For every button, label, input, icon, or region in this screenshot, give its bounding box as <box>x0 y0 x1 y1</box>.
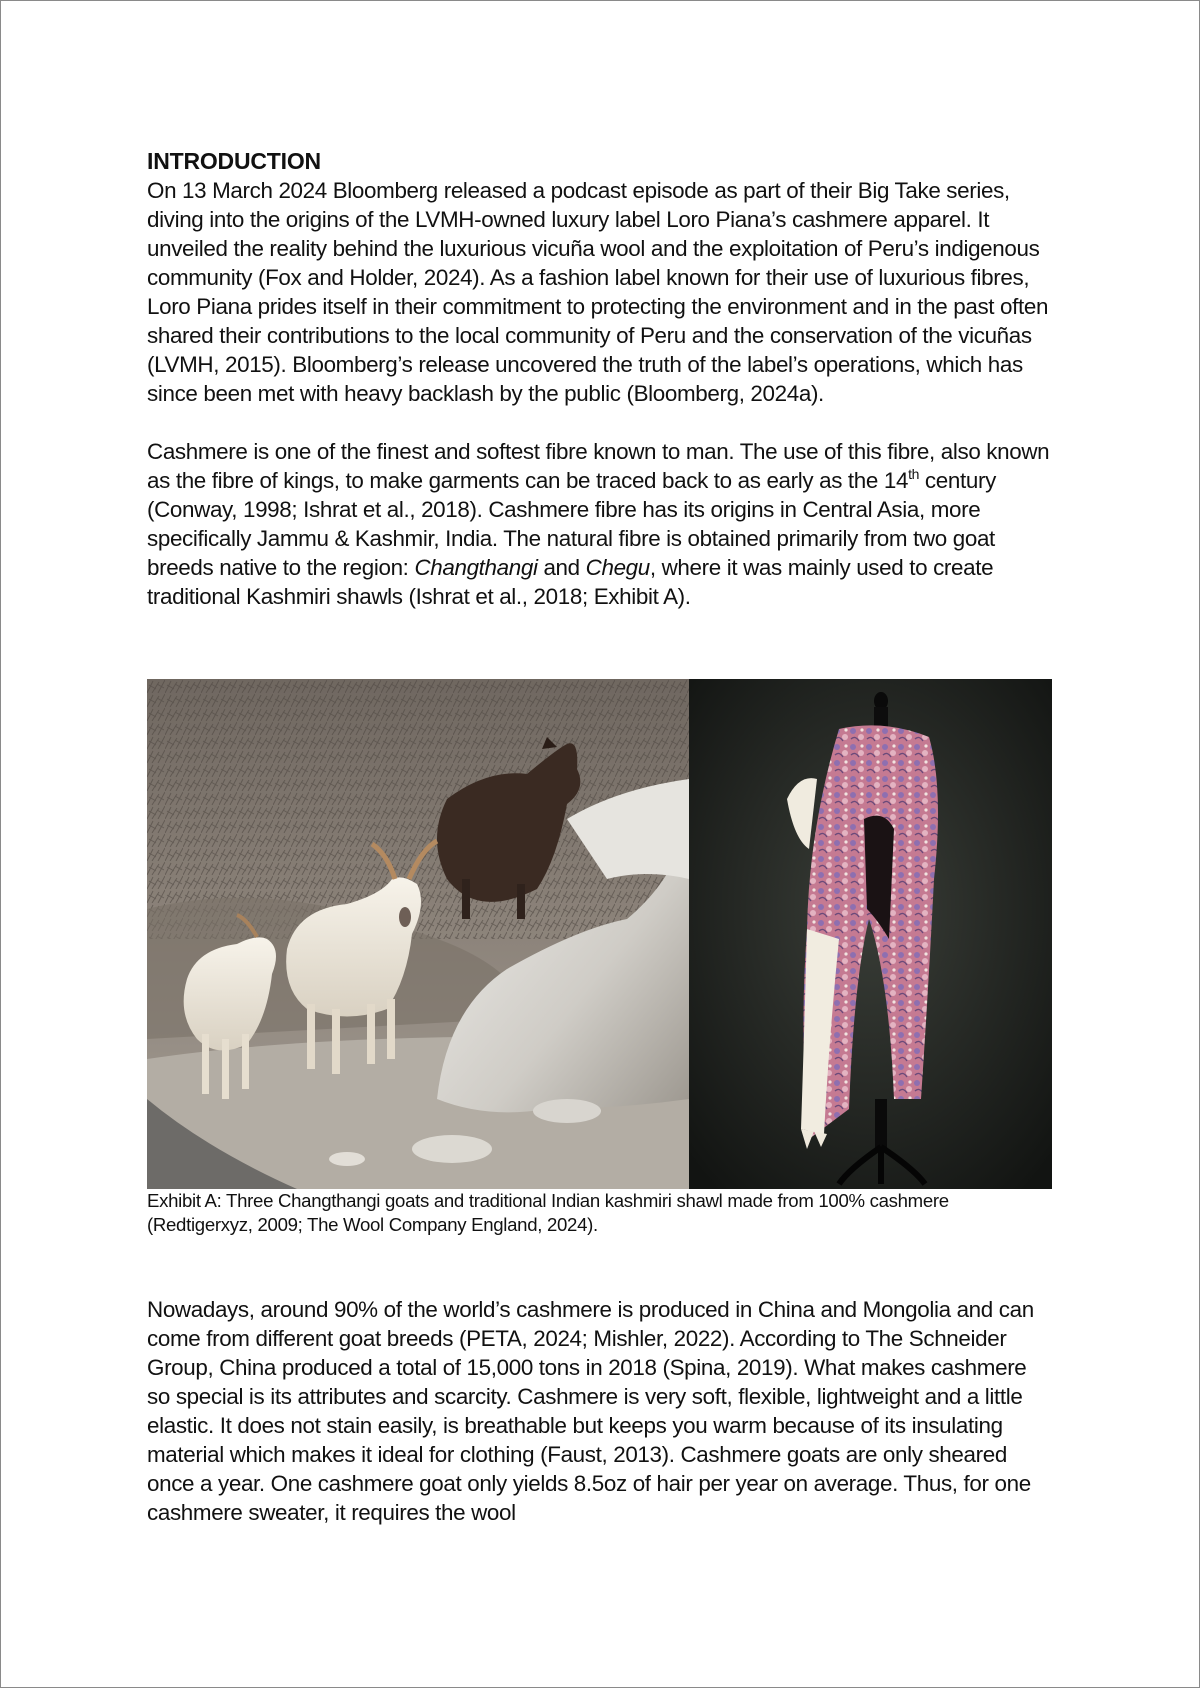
paragraph-2-connector: and <box>537 555 586 580</box>
section-heading: INTRODUCTION <box>147 148 321 174</box>
paragraph-2-text-c: , where it was mainly used to create traditional Kashmiri shawls (Ishrat et al., 2018; Exhibit A). <box>147 555 994 609</box>
introduction-section <box>147 146 1052 611</box>
paragraph-2 <box>147 437 1052 611</box>
figure-caption: Exhibit A: Three Changthangi goats and traditional Indian kashmiri shawl made from 100% cashmere (Redtigerxyz, 2009; The Wool Company England, 2024). <box>147 1190 949 1235</box>
paragraph-2-text-a: Cashmere is one of the finest and softest fibre known to man. The use of this fibre, also known as the fibre of kings, to make garments can be traced back to as early as the 14 <box>147 439 1050 493</box>
paragraph-1: On 13 March 2024 Bloomberg released a podcast episode as part of their Big Take series, diving into the origins of the LVMH-owned luxury label Loro Piana’s cashmere apparel. It unveiled the reality behind the luxurious vicuña wool and the exploitation of Peru’s indigenous community (Fox and Holder, 2024). As a fashion label known for their use of luxurious fibres, Loro Piana prides itself in their commitment to protecting the environment and in the past often shared their contributions to the local community of Peru and the conservation of the vicuñas (LVMH, 2015). Bloomberg’s release uncovered the truth of the label’s operations, which has since been met with heavy backlash by the public (Bloomberg, 2024a). <box>147 178 1049 406</box>
paragraph-3: Nowadays, around 90% of the world’s cashmere is produced in China and Mongolia and can come from different goat breeds (PETA, 2024; Mishler, 2022). According to The Schneider Group, China produced a total of 15,000 tons in 2018 (Spina, 2019). What makes cashmere so special is its attributes and scarcity. Cashmere is very soft, flexible, lightweight and a little elastic. It does not stain easily, is breathable but keeps you warm because of its insulating material which makes it ideal for clothing (Faust, 2013). Cashmere goats are only sheared once a year. One cashmere goat only yields 8.5oz of hair per year on average. Thus, for one cashmere sweater, it requires the wool <box>147 1297 1034 1525</box>
goats-photo <box>147 679 689 1189</box>
kashmiri-shawl-photo <box>689 679 1052 1189</box>
paragraph-2-text-b: century (Conway, 1998; Ishrat et al., 2018). Cashmere fibre has its origins in Central Asia, more specifically Jammu & Kashmir, India. The natural fibre is obtained primarily from two goat breeds native to the region: <box>147 468 996 580</box>
breed-chegu: Chegu <box>585 555 650 580</box>
superscript-th: th <box>908 466 920 482</box>
breed-changthangi: Changthangi <box>414 555 538 580</box>
exhibit-a-figure <box>147 679 1052 1189</box>
body-continuation <box>147 1295 1052 1527</box>
